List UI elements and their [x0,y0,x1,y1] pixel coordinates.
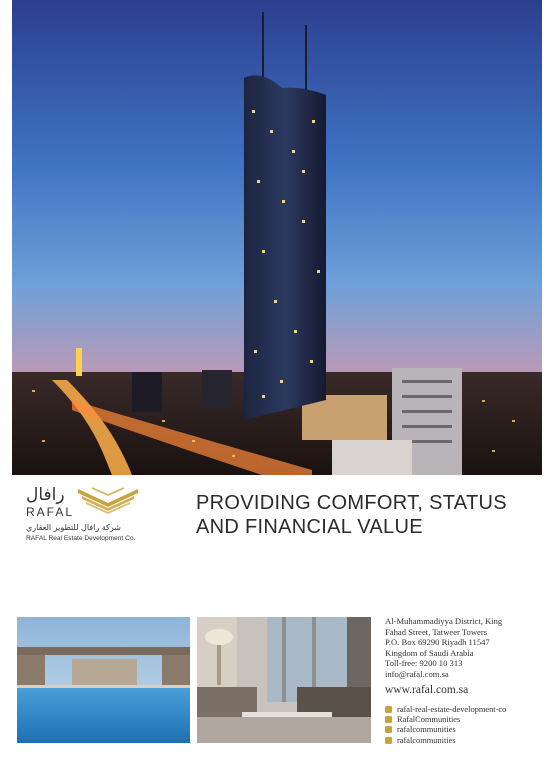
social-link-facebook[interactable] [385,725,506,735]
contact-address [385,616,545,680]
toll-free-number[interactable]: Toll-free: 9200 10 313 [385,658,463,669]
social-links [385,704,506,746]
social-handle: rafalcommunities [397,725,456,735]
instagram-icon [385,737,392,744]
headline-line-1: PROVIDING COMFORT, STATUS [196,492,507,514]
logo-arabic-brand: رافال [26,485,65,505]
rafal-logo [26,485,156,545]
hero-tower-photo [12,0,542,475]
address-line: Al-Muhammadiyya District, King [385,616,503,626]
social-handle: rafalcommunities [397,735,456,745]
logo-chevron-icon [76,485,140,515]
address-line: Fahad Street, Tatweer Towers [385,626,488,637]
social-link-instagram[interactable] [385,735,506,745]
logo-arabic-company: شركة رافال للتطوير العقاري [26,523,121,532]
linkedin-icon [385,706,392,713]
logo-latin-brand: RAFAL [26,505,75,519]
facebook-icon [385,726,392,733]
living-room-photo [197,617,371,743]
address-line: P.O. Box 69290 Riyadh 11547 [385,637,490,648]
headline-line-2: AND FINANCIAL VALUE [196,516,423,538]
address-line: Kingdom of Saudi Arabia [385,647,474,658]
snapchat-icon [385,716,392,723]
logo-company-name: RAFAL Real Estate Development Co. [26,535,136,542]
social-handle: rafal-real-estate-development-co [397,704,507,714]
website-link[interactable]: www.rafal.com.sa [385,684,469,696]
social-link-snapchat[interactable] [385,714,506,724]
email-link[interactable]: info@rafal.com.sa [385,668,449,679]
pool-photo [17,617,190,743]
social-link-linkedin[interactable] [385,704,506,714]
headline [196,491,536,539]
social-handle: RafalCommunities [397,715,461,725]
